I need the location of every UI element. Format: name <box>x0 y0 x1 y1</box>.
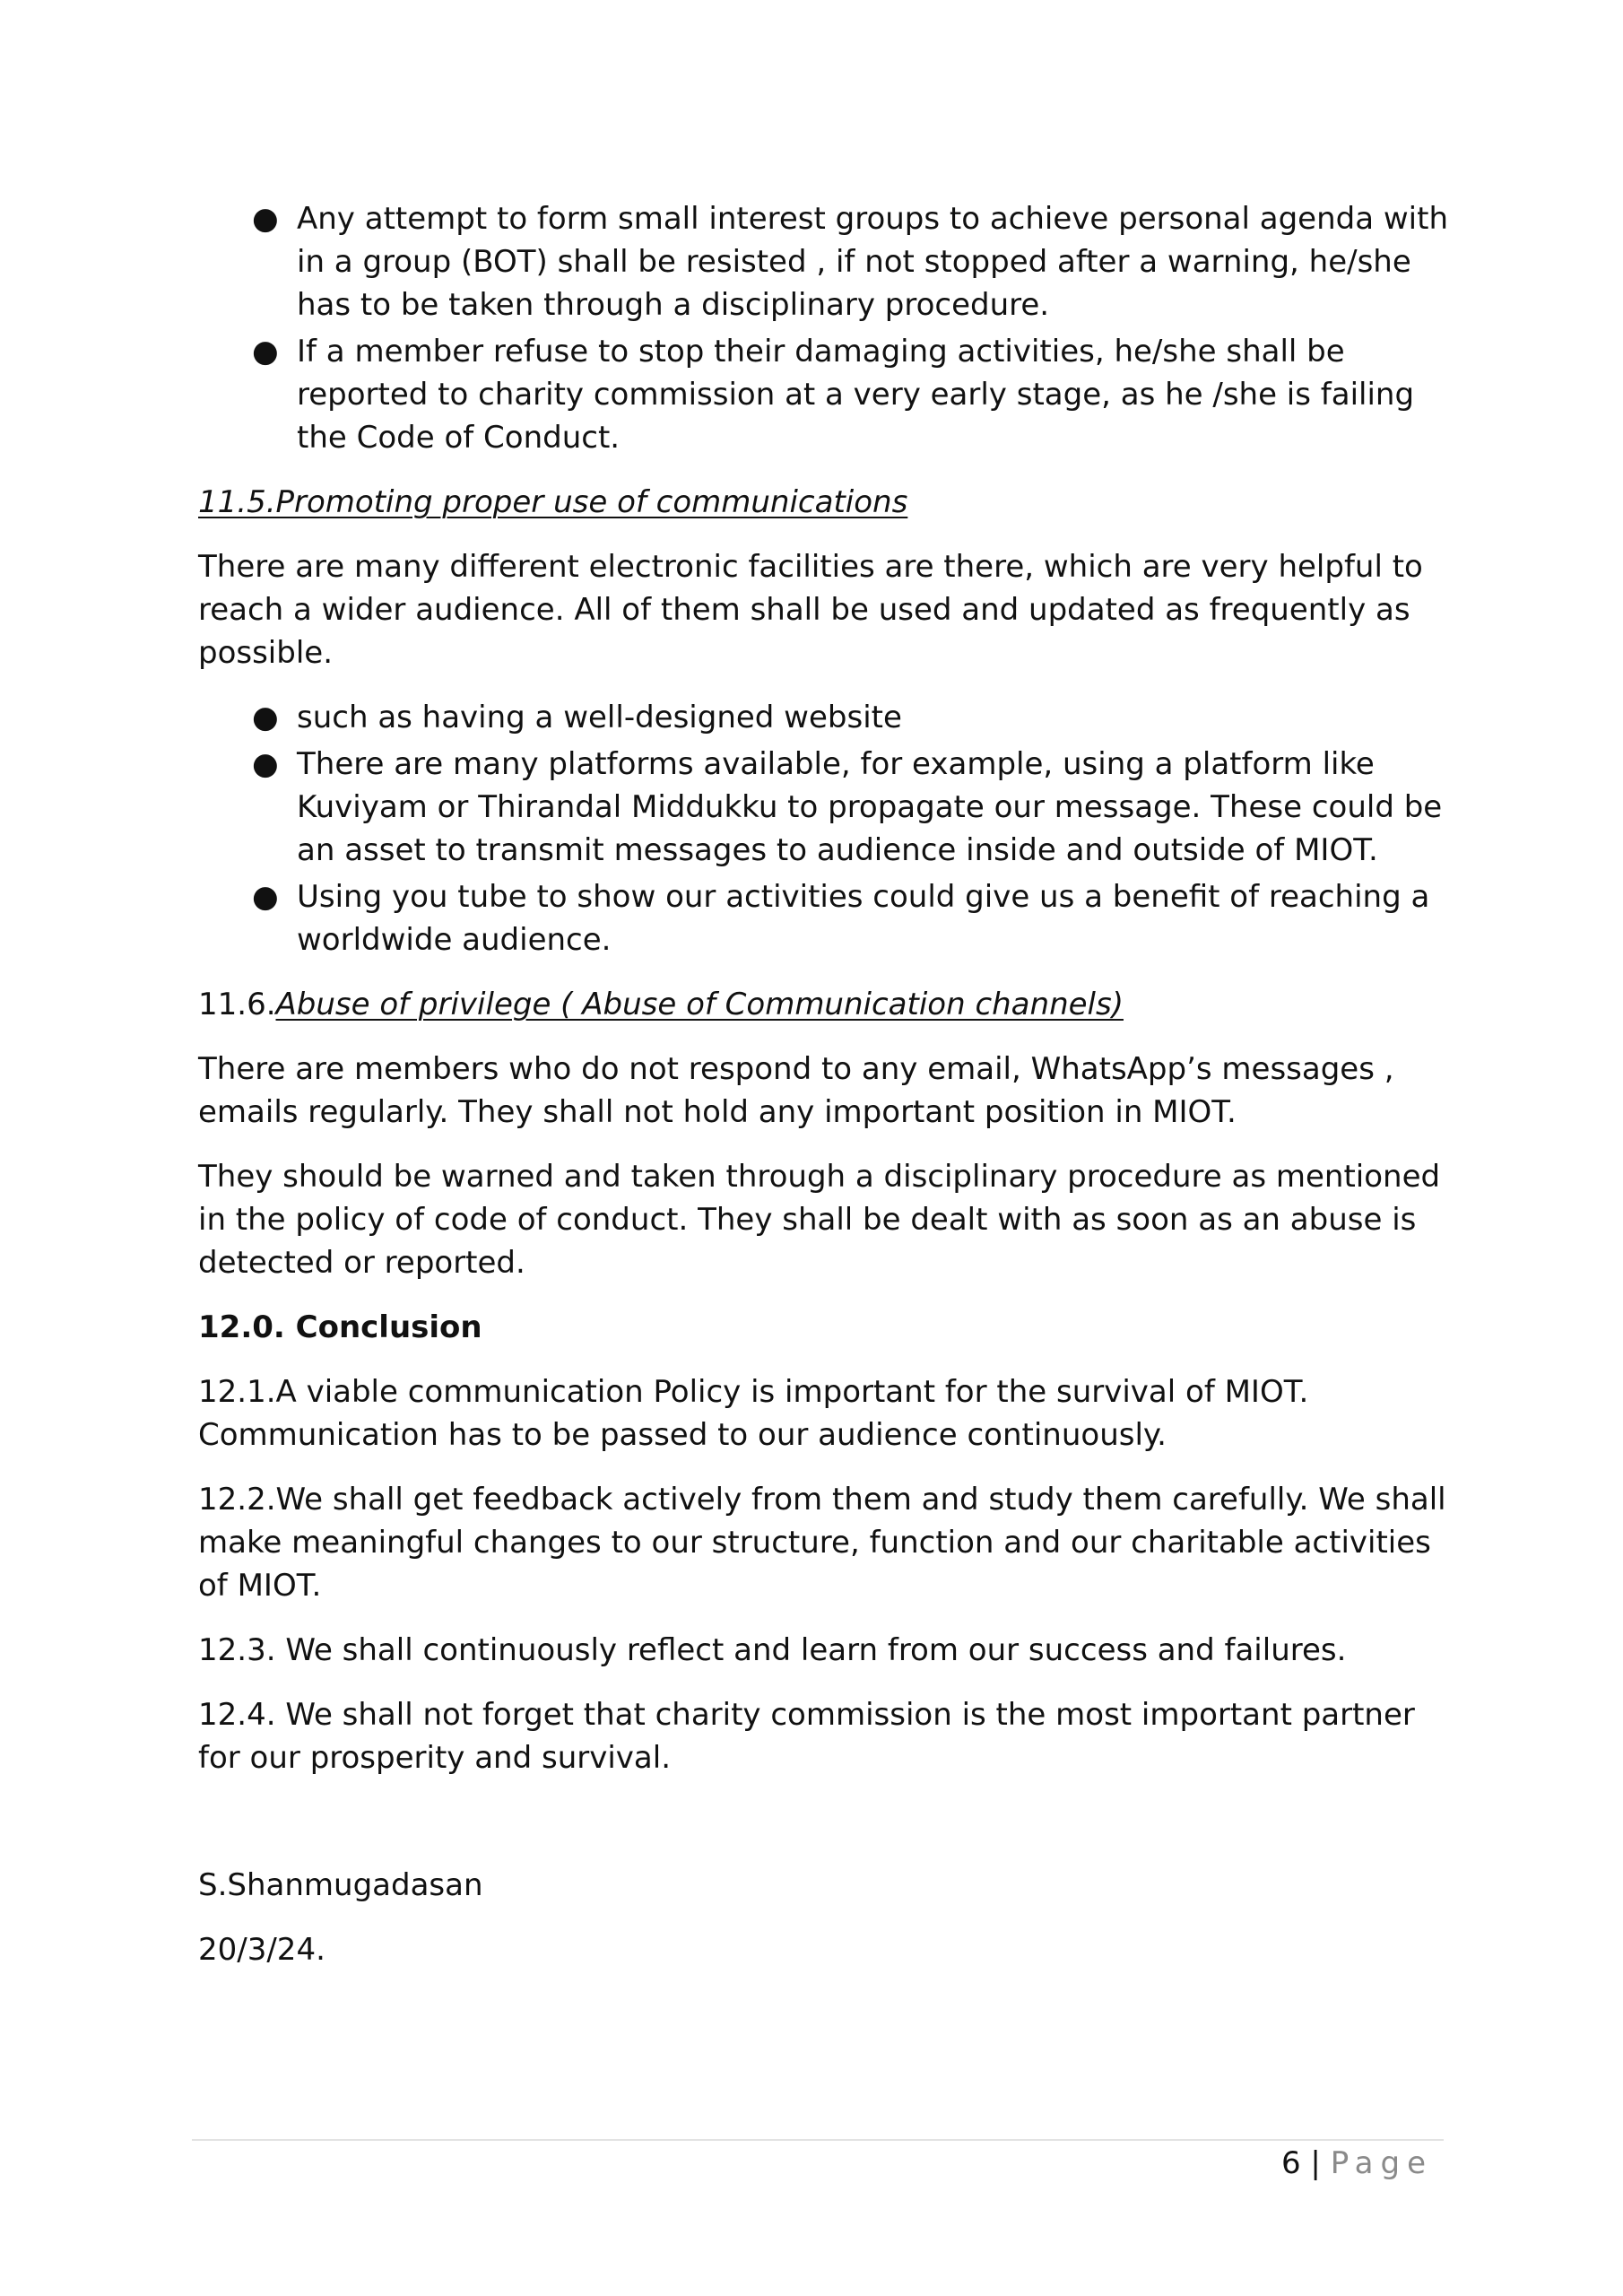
paragraph: 12.4. We shall not forget that charity commission is the most important partner for our prosperity and survival. <box>198 1697 1415 1776</box>
paragraph: 12.3. We shall continuously reflect and learn from our success and failures. <box>198 1632 1347 1668</box>
spacer <box>198 1801 1454 1864</box>
list-item: ● such as having a well-designed website <box>198 696 1454 739</box>
section-heading-11-6 <box>198 983 1454 1026</box>
list-item: ● Using you tube to show our activities could give us a benefit of reaching a worldwide audience. <box>198 875 1454 961</box>
paragraph: There are many different electronic facilities are there, which are very helpful to reach a wider audience. All of them shall be used and updated as frequently as possible. <box>198 549 1423 671</box>
page-label: Page <box>1330 2145 1433 2181</box>
paragraph: 12.2.We shall get feedback actively from them and study them carefully. We shall make meaningful changes to our structure, function and our charitable activities of MIOT. <box>198 1482 1446 1604</box>
section-heading-11-5: 11.5.Promoting proper use of communications <box>198 484 908 520</box>
list-item: ● There are many platforms available, for example, using a platform like Kuviyam or Thirandal Middukku to propagate our message. These could be an asset to transmit messages to audience inside and outside of MIOT. <box>198 743 1454 872</box>
signature-name: S.Shanmugadasan <box>198 1867 483 1903</box>
section-heading-12: 12.0. Conclusion <box>198 1309 482 1345</box>
bullet-icon: ● <box>252 334 279 370</box>
bullet-icon: ● <box>252 746 279 782</box>
page-footer <box>1281 2142 1433 2185</box>
signature-date: 20/3/24. <box>198 1932 325 1968</box>
bullet-icon: ● <box>252 201 279 237</box>
section-title: Abuse of privilege ( Abuse of Communication channels) <box>275 987 1124 1022</box>
list-item: ● If a member refuse to stop their damaging activities, he/she shall be reported to charity commission at a very early stage, as he /she is failing the Code of Conduct. <box>198 330 1454 459</box>
bullet-icon: ● <box>252 700 279 735</box>
paragraph: They should be warned and taken through a disciplinary procedure as mentioned in the policy of code of conduct. They shall be dealt with as soon as an abuse is detected or reported. <box>198 1159 1441 1281</box>
list-item: ● Any attempt to form small interest groups to achieve personal agenda with in a group (BOT) shall be resisted , if not stopped after a warning, he/she has to be taken through a disciplinary procedure. <box>198 197 1454 326</box>
paragraph: There are members who do not respond to any email, WhatsApp’s messages , emails regularly. They shall not hold any important position in MIOT. <box>198 1051 1394 1130</box>
section-number: 11.6. <box>198 987 276 1022</box>
footer-separator: | <box>1310 2145 1321 2181</box>
bullet-list-11-5 <box>198 696 1454 961</box>
page-number: 6 <box>1280 2145 1301 2181</box>
bullet-icon: ● <box>252 879 279 915</box>
document-body <box>198 197 1454 1993</box>
bullet-list-top <box>198 197 1454 459</box>
footer-divider <box>192 2139 1444 2141</box>
paragraph: 12.1.A viable communication Policy is important for the survival of MIOT. Communication has to be passed to our audience continuously. <box>198 1374 1309 1453</box>
